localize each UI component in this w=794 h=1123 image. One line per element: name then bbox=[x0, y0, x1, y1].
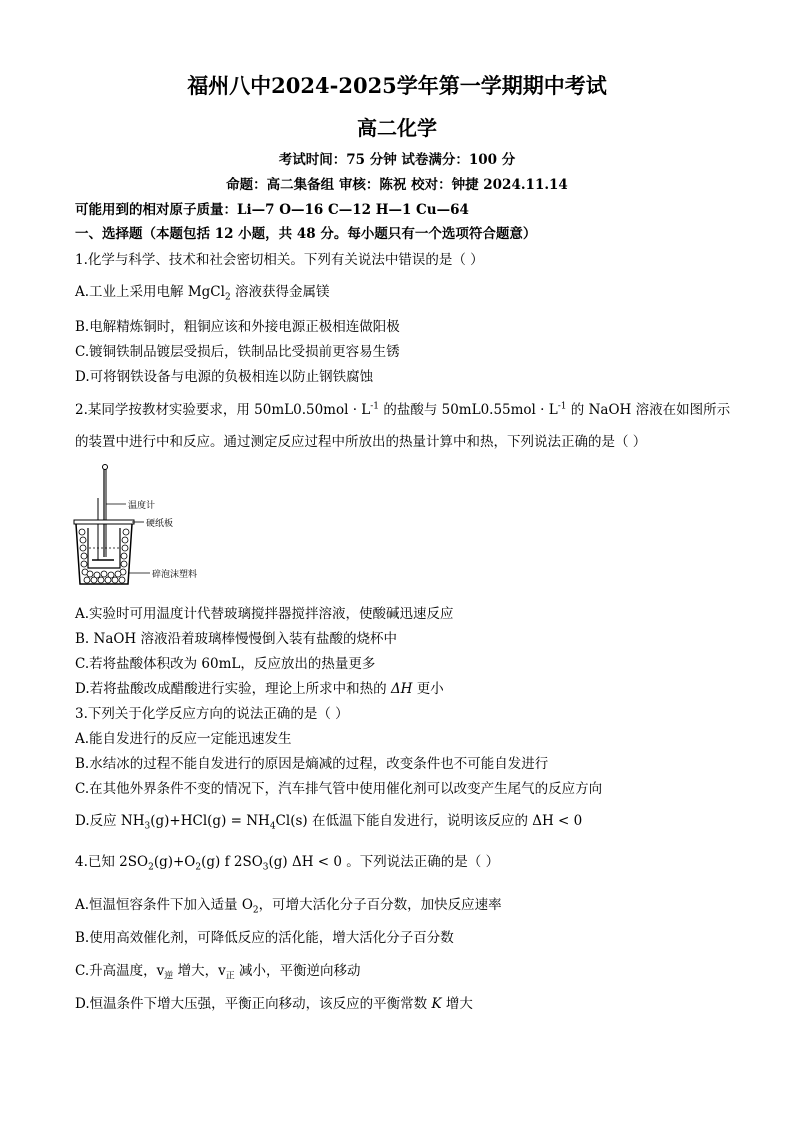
q4-stem bbox=[75, 850, 499, 873]
section-heading: 一、选择题（本题包括 12 小题，共 48 分。每小题只有一个选项符合题意） bbox=[75, 226, 537, 242]
q1-a-text1: A.工业上采用电解 MgCl bbox=[75, 284, 225, 300]
q1-a-sub: 2 bbox=[224, 292, 231, 303]
cardboard-lid bbox=[74, 520, 134, 524]
q4-stem-s3: 3 bbox=[262, 862, 269, 873]
q4-c-t1: C.升高温度，v bbox=[75, 963, 165, 979]
q3-option-c: C.在其他外界条件不变的情况下，汽车排气管中使用催化剂可以改变产生尾气的反应方向 bbox=[75, 781, 603, 797]
q2-d-symbol: ΔH bbox=[390, 681, 413, 697]
q4-a-t1: A.恒温恒容条件下加入适量 O bbox=[75, 897, 253, 913]
q2-stem-t3: 的 NaOH 溶液在如图所示 bbox=[566, 402, 731, 418]
q2-stem-t2: 的盐酸与 50mL0.55mol · L bbox=[379, 402, 558, 418]
q1-option-a bbox=[75, 280, 329, 303]
q2-option-d bbox=[75, 677, 444, 697]
q3-d-s1: 3 bbox=[144, 821, 151, 832]
q2-stem-line1 bbox=[75, 398, 730, 418]
q2-option-b: B. NaOH 溶液沿着玻璃棒慢慢倒入装有盐酸的烧杯中 bbox=[75, 631, 397, 647]
q4-a-sub: 2 bbox=[252, 905, 259, 916]
q4-c-s2: 正 bbox=[225, 971, 235, 982]
q1-option-d: D.可将钢铁设备与电源的负极相连以防止钢铁腐蚀 bbox=[75, 369, 374, 385]
q2-stem-line2: 的装置中进行中和反应。通过测定反应过程中所放出的热量计算中和热，下列说法正确的是（ ） bbox=[75, 434, 647, 450]
q3-option-d bbox=[75, 809, 582, 832]
q4-option-d bbox=[75, 992, 473, 1012]
q2-d-text2: 更小 bbox=[412, 681, 444, 697]
q1-a-text2: 溶液获得金属镁 bbox=[230, 284, 330, 300]
q3-stem: 3.下列关于化学反应方向的说法正确的是（ ） bbox=[75, 706, 349, 722]
q4-stem-t4: (g) ΔH < 0 。下列说法正确的是（ ） bbox=[268, 854, 500, 870]
q4-d-t1: D.恒温条件下增大压强，平衡正向移动，该反应的平衡常数 bbox=[75, 996, 432, 1012]
q4-stem-t1: 4.已知 2SO bbox=[75, 854, 149, 870]
thermometer-top bbox=[103, 465, 108, 470]
exam-time: 考试时间：75 分钟 试卷满分：100 分 bbox=[278, 152, 516, 168]
q4-stem-t3: (g) f 2SO bbox=[201, 854, 263, 870]
q4-a-t2: ，可增大活化分子百分数，加快反应速率 bbox=[258, 897, 502, 913]
q3-d-s2: 4 bbox=[269, 821, 276, 832]
q4-option-c bbox=[75, 959, 361, 982]
q3-option-b: B.水结冰的过程不能自发进行的原因是熵减的过程，改变条件也不可能自发进行 bbox=[75, 756, 549, 772]
q1-option-b: B.电解精炼铜时，粗铜应该和外接电源正极相连做阳极 bbox=[75, 319, 400, 335]
q2-stem-sup1: -1 bbox=[370, 401, 380, 412]
calorimeter-figure bbox=[70, 462, 250, 590]
q4-c-s1: 逆 bbox=[164, 971, 174, 982]
q4-option-a bbox=[75, 893, 502, 916]
q4-c-t3: 减小，平衡逆向移动 bbox=[234, 963, 361, 979]
atomic-masses: 可能用到的相对原子质量：Li—7 O—16 C—12 H—1 Cu—64 bbox=[75, 202, 469, 218]
q4-stem-t2: (g)+O bbox=[153, 854, 196, 870]
label-cardboard: 硬纸板 bbox=[146, 519, 174, 529]
label-thermometer: 温度计 bbox=[128, 501, 156, 511]
q4-stem-s1: 2 bbox=[148, 862, 154, 873]
q4-d-t2: 增大 bbox=[441, 996, 473, 1012]
q4-option-b: B.使用高效催化剂，可降低反应的活化能，增大活化分子百分数 bbox=[75, 930, 454, 946]
q1-option-c: C.镀铜铁制品镀层受损后，铁制品比受损前更容易生锈 bbox=[75, 344, 400, 360]
q3-option-a: A.能自发进行的反应一定能迅速发生 bbox=[75, 731, 292, 747]
q3-d-t3: Cl(s) 在低温下能自发进行，说明该反应的 ΔH < 0 bbox=[275, 813, 583, 829]
q4-c-t2: 增大，v bbox=[173, 963, 226, 979]
q3-d-t1: D.反应 NH bbox=[75, 813, 145, 829]
q4-stem-s2: 2 bbox=[195, 862, 202, 873]
exam-title: 福州八中2024-2025学年第一学期期中考试 bbox=[187, 73, 607, 98]
q2-d-text1: D.若将盐酸改成醋酸进行实验，理论上所求中和热的 bbox=[75, 681, 391, 697]
exam-staff: 命题：高二集备组 审核：陈祝 校对：钟捷 2024.11.14 bbox=[226, 177, 568, 193]
q1-stem: 1.化学与科学、技术和社会密切相关。下列有关说法中错误的是（ ） bbox=[75, 252, 484, 268]
q4-d-symbol: K bbox=[431, 996, 442, 1012]
q3-d-t2: (g)+HCl(g) = NH bbox=[150, 813, 270, 829]
q2-stem-t1: 2.某同学按教材实验要求，用 50mL0.50mol · L bbox=[75, 402, 371, 418]
q2-stem-sup2: -1 bbox=[557, 401, 567, 412]
label-foam: 碎泡沫塑料 bbox=[152, 570, 198, 580]
subject-title: 高二化学 bbox=[357, 116, 437, 140]
q2-option-c: C.若将盐酸体积改为 60mL，反应放出的热量更多 bbox=[75, 656, 376, 672]
q2-option-a: A.实验时可用温度计代替玻璃搅拌器搅拌溶液，使酸碱迅速反应 bbox=[75, 606, 454, 622]
